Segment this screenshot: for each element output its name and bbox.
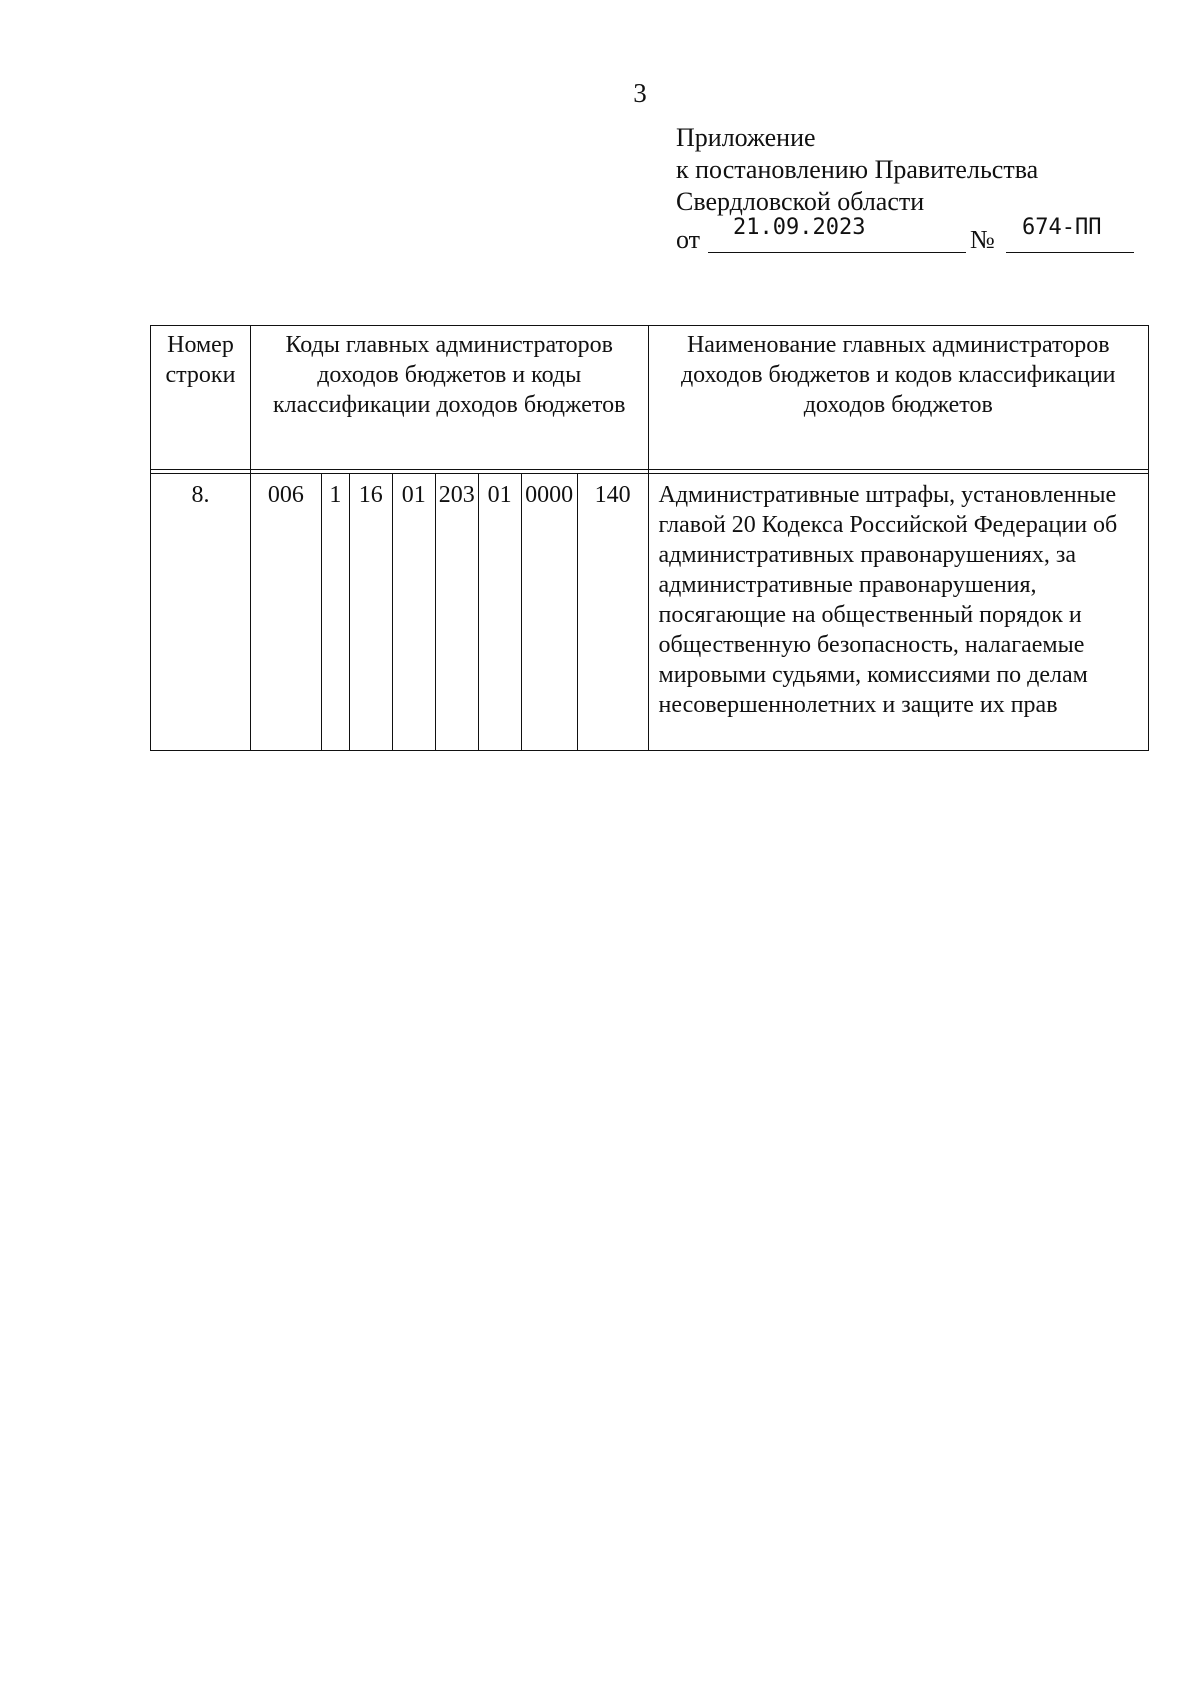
code-element: 01 <box>478 474 521 751</box>
code-subarticle: 203 <box>435 474 478 751</box>
date-prefix: от <box>676 225 701 254</box>
decree-number: 674-ПП <box>1022 215 1102 240</box>
header-row-number: Номер строки <box>151 326 251 470</box>
date-number-row <box>676 215 1146 258</box>
header-codes: Коды главных администраторов доходов бюджетов и коды классификации доходов бюджетов <box>250 326 648 470</box>
budget-codes-table <box>150 325 1149 751</box>
row-number-cell: 8. <box>151 474 251 751</box>
table-header-row <box>151 326 1149 470</box>
date-field <box>708 215 966 253</box>
decree-date: 21.09.2023 <box>733 215 866 240</box>
code-economic: 140 <box>577 474 648 751</box>
code-group: 1 <box>321 474 349 751</box>
page-number: 3 <box>633 78 647 108</box>
code-subgroup: 16 <box>349 474 392 751</box>
header-names: Наименование главных администраторов доходов бюджетов и кодов классификации доходов бюджетов <box>648 326 1148 470</box>
row-description: Административные штрафы, установленные главой 20 Кодекса Российской Федерации об административных правонарушениях, за административные правонарушения, посягающие на общественный порядок и общественную безопасность, налагаемые мировыми судьями, комиссиями по делам несовершеннолетних и защите их прав <box>648 474 1148 751</box>
number-sign: № <box>970 225 995 254</box>
appendix-title: Приложение <box>676 123 816 152</box>
appendix-region-line: Свердловской области <box>676 187 925 216</box>
number-field <box>1006 215 1134 253</box>
code-admin: 006 <box>250 474 321 751</box>
table-row <box>151 474 1149 751</box>
appendix-decree-line: к постановлению Правительства <box>676 155 1039 184</box>
appendix-header <box>676 122 1146 258</box>
code-article: 01 <box>392 474 435 751</box>
code-program: 0000 <box>521 474 577 751</box>
